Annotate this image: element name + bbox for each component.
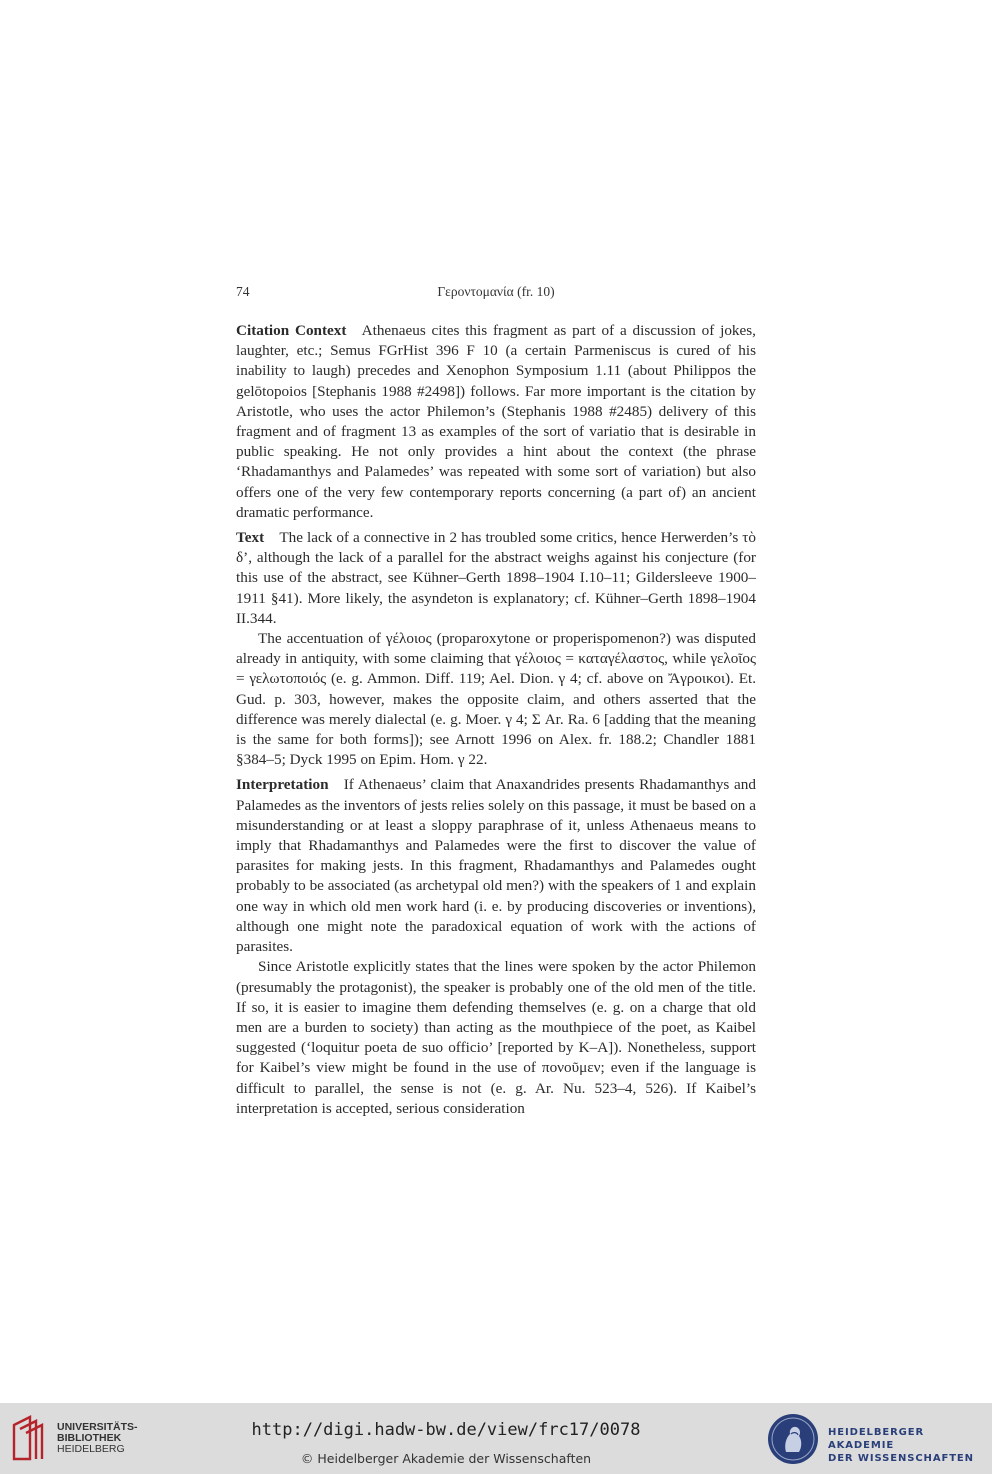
text-body-2: The accentuation of γέλοιος (proparoxytone or properispomenon?) was disputed already in antiquity, with some claiming that γέλοιος = καταγέλαστος, while γελοῖος = γελωτοποιός (e. g. Ammon. Diff. 119; Ael. Dion. γ 4; cf. above on Ἄγροικοι). Et. Gud. p. 303, however, makes the opposite claim, and others asserted that the difference was merely dialectal (e. g. Moer. γ 4; Σ Ar. Ra. 6 [adding that the meaning is the same for both forms]); see Arnott 1996 on Alex. fr. 188.2; Chandler 1881 §384–5; Dyck 1995 on Epim. Hom. γ 22. xyxy=(236,630,756,769)
source-url-link[interactable]: http://digi.hadw-bw.de/view/frc17/0078 xyxy=(251,1420,641,1440)
page-number: 74 xyxy=(236,284,250,299)
citation-context-paragraph xyxy=(236,321,756,523)
running-header xyxy=(236,284,756,302)
library-line-1: UNIVERSITÄTS- xyxy=(57,1421,138,1433)
academy-seal-icon xyxy=(766,1412,820,1466)
university-library-name xyxy=(57,1422,167,1455)
interpretation-body-2: Since Aristotle explicitly states that the lines were spoken by the actor Philemon (presumably the protagonist), the speaker is probably one of the old men of the title. If so, it is easier to imagine them defending themselves (e. g. on a charge that old men are a burden to society) than acting as the mouthpiece of the poet, as Kaibel suggested (‘loquitur poeta de suo officio’ [reported by K–A]). Nonetheless, support for Kaibel’s view might be found in the use of πονοῦμεν; even if the language is difficult to parallel, the sense is not (e. g. Ar. Nu. 523–4, 526). If Kaibel’s interpretation is accepted, serious consideration xyxy=(236,958,756,1117)
footer-bar xyxy=(0,1403,992,1474)
text-paragraph-1 xyxy=(236,528,756,629)
text-body-1: The lack of a connective in 2 has troubled some critics, hence Herwerden’s τὸ δ’, although the lack of a parallel for the abstract weighs against his conjecture (for this use of the abstract, see Kühner–Gerth 1898–1904 I.10–11; Gildersleeve 1900–1911 §41). More likely, the asyndeton is explanatory; cf. Kühner–Gerth 1898–1904 II.344. xyxy=(236,529,756,627)
section-label-citation-context: Citation Context xyxy=(236,322,347,339)
citation-context-body: Athenaeus cites this fragment as part of a discussion of jokes, laughter, etc.; Semus FGrHist 396 F 10 (a certain Parmeniscus is cured of his inability to laugh) precedes and Xenophon Symposium 1.11 (about Philippos the gelōtopoios [Stephanis 1988 #2498]) follows. Far more important is the citation by Aristotle, who uses the actor Philemon’s (Stephanis 1988 #2485) delivery of this fragment and of fragment 13 as examples of the sort of variatio that is desirable in public speaking. He not only provides a hint about the context (the phrase ‘Rhadamanthys and Palamedes’ was repeated with some sort of variation) but also offers one of the very few contemporary reports concerning (a part of) an ancient dramatic performance. xyxy=(236,322,756,521)
running-title: Γεροντομανία (fr. 10) xyxy=(437,284,555,299)
section-label-text: Text xyxy=(236,529,265,547)
copyright-notice: © Heidelberger Akademie der Wissenschaften xyxy=(300,1451,592,1466)
interpretation-paragraph-2 xyxy=(236,957,756,1119)
interpretation-paragraph-1 xyxy=(236,775,756,957)
library-line-3: HEIDELBERG xyxy=(57,1443,125,1455)
academy-line-1: HEIDELBERGER AKADEMIE xyxy=(828,1427,925,1451)
section-label-interpretation: Interpretation xyxy=(236,776,329,794)
academy-name xyxy=(828,1426,988,1465)
text-paragraph-2 xyxy=(236,629,756,770)
university-library-logo-icon xyxy=(10,1413,50,1463)
interpretation-body-1: If Athenaeus’ claim that Anaxandrides presents Rhadamanthys and Palamedes as the inventors of jests relies solely on this passage, it must be based on a misunderstanding or at least a sloppy paraphrase of it, unless Athenaeus means to imply that Rhadamanthys and Palamedes were the first to discover the value of parasites for making jests. In this fragment, Rhadamanthys and Palamedes ought probably to be associated (as archetypal old men?) with the speakers of 1 and explain one way in which old men work hard (i. e. by producing discoveries or inventions), although one might note the paradoxical equation of work with the actions of parasites. xyxy=(236,776,756,956)
library-line-2: BIBLIOTHEK xyxy=(57,1432,122,1444)
main-text xyxy=(236,321,756,1119)
academy-line-2: DER WISSENSCHAFTEN xyxy=(828,1453,974,1464)
